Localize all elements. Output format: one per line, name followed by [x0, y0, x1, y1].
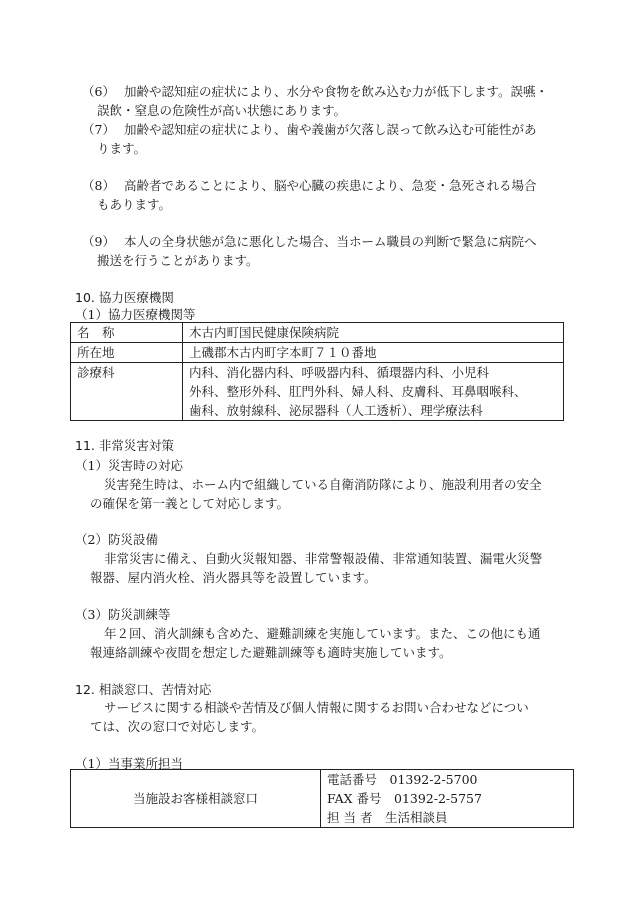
section-11-sub-1: （1）災害時の対応 [75, 458, 183, 473]
phone-number: 電話番号 01392-2-5700 [327, 772, 478, 787]
section-12-text: ては、次の窓口で対応します。 [90, 719, 265, 734]
note-text: 誤飲・窒息の危険性が高い状態にあります。 [97, 103, 347, 118]
section-12-subtitle: （1）当事業所担当 [75, 756, 183, 771]
contact-table [70, 769, 574, 828]
section-11-text: 災害発生時は、ホーム内で組織している自衛消防隊により、施設利用者の安全 [104, 477, 542, 492]
note-number: （6） [82, 84, 115, 99]
row-value: 上磯郡木古内町字本町７１０番地 [183, 343, 564, 363]
contact-details [321, 770, 574, 828]
medical-institution-table [70, 322, 564, 421]
section-11-sub-2: （2）防災設備 [75, 532, 158, 547]
note-number: （8） [82, 178, 115, 193]
row-label: 診療科 [71, 363, 183, 421]
note-text: 加齢や認知症の症状により、歯や義歯が欠落し誤って飲み込む可能性があ [124, 122, 537, 137]
person-in-charge: 担 当 者 生活相談員 [327, 810, 448, 825]
section-10-subtitle: （1）協力医療機関等 [75, 307, 196, 322]
note-text: ります。 [97, 141, 147, 156]
consultation-window-label: 当施設お客様相談窓口 [71, 770, 321, 828]
section-12-text: サービスに関する相談や苦情及び個人情報に関するお問い合わせなどについ [104, 700, 529, 715]
section-11-text: 年２回、消火訓練も含めた、避難訓練を実施しています。また、この他にも通 [104, 626, 541, 641]
row-label: 所在地 [71, 343, 183, 363]
table-row [71, 323, 564, 343]
table-row [71, 770, 574, 828]
note-number: （9） [82, 234, 115, 249]
note-number: （7） [82, 122, 115, 137]
section-11-text: 報連絡訓練や夜間を想定した避難訓練等も適時実施しています。 [90, 645, 452, 660]
section-11-text: の確保を第一義として対応します。 [90, 496, 290, 511]
note-text: 本人の全身状態が急に悪化した場合、当ホーム職員の判断で緊急に病院へ [124, 234, 537, 249]
note-text: 加齢や認知症の症状により、水分や食物を飲み込む力が低下します。誤嚥・ [124, 84, 549, 99]
section-10-title: 10. 協力医療機関 [75, 290, 174, 305]
fax-number: FAX 番号 01392-2-5757 [327, 791, 482, 806]
row-value: 内科、消化器内科、呼吸器内科、循環器内科、小児科 外科、整形外科、肛門外科、婦人科、皮膚科、耳鼻咽喉科、 歯科、放射線科、泌尿器科（人工透析）、理学療法科 [183, 363, 564, 421]
note-text: もあります。 [97, 197, 172, 212]
table-row [71, 363, 564, 421]
section-11-sub-3: （3）防災訓練等 [75, 607, 171, 622]
row-value: 木古内町国民健康保険病院 [183, 323, 564, 343]
section-11-title: 11. 非常災害対策 [75, 438, 174, 453]
section-12-title: 12. 相談窓口、苦情対応 [75, 682, 212, 697]
note-text: 搬送を行うことがあります。 [97, 253, 259, 268]
section-11-text: 非常災害に備え、自動火災報知器、非常警報設備、非常通知装置、漏電火災警 [104, 551, 543, 566]
row-label: 名 称 [71, 323, 183, 343]
section-11-text: 報器、屋内消火栓、消火器具等を設置しています。 [90, 570, 377, 585]
table-row [71, 343, 564, 363]
note-text: 高齢者であることにより、脳や心臓の疾患により、急変・急死される場合 [124, 178, 537, 193]
